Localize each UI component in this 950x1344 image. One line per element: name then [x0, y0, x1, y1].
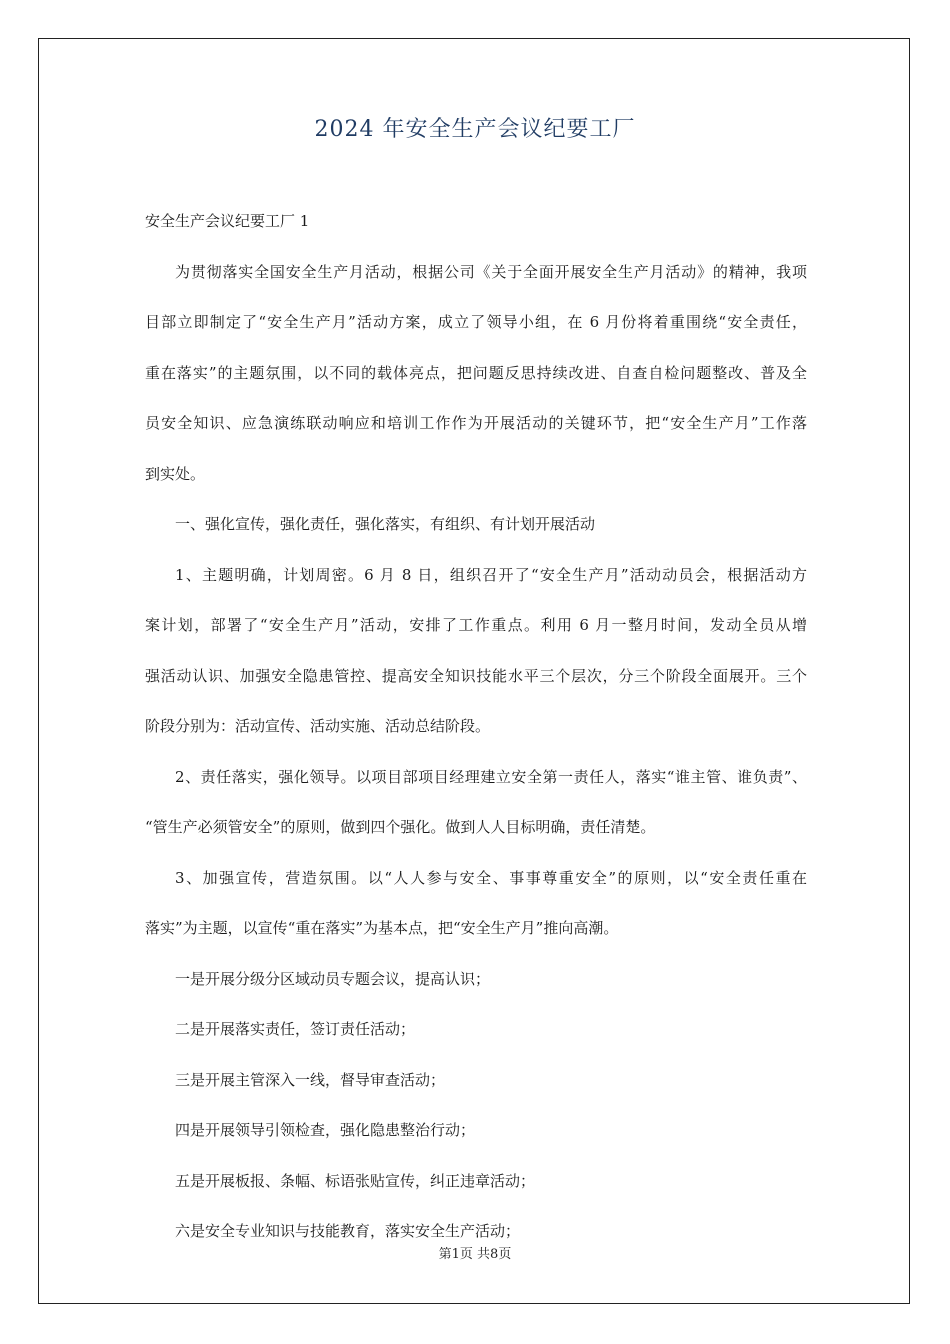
- list-item: 四是开展领导引领检查，强化隐患整治行动；: [175, 1121, 476, 1139]
- document-title: 2024 年安全生产会议纪要工厂: [314, 117, 636, 142]
- paragraph-line: 到实处。: [145, 464, 206, 483]
- paragraph-line: 目部立即制定了“安全生产月”活动方案，成立了领导小组，在 6 月份将着重围绕“安全责任，: [145, 313, 807, 331]
- paragraph-line: 落实”为主题，以宣传“重在落实”为基本点，把“安全生产月”推向高潮。: [145, 919, 619, 937]
- document-body: [145, 196, 807, 1257]
- paragraph-line: 2、责任落实，强化领导。以项目部项目经理建立安全第一责任人，落实“谁主管、谁负责”、: [175, 767, 807, 786]
- paragraph-line: 重在落实”的主题氛围，以不同的载体亮点，把问题反思持续改进、自查自检问题整改、普及全: [145, 363, 807, 382]
- paragraph-line: 员安全知识、应急演练联动响应和培训工作作为开展活动的关键环节，把“安全生产月”工作落: [145, 414, 807, 432]
- page-number: 第1页 共8页: [438, 1247, 512, 1262]
- paragraph-line: 强活动认识、加强安全隐患管控、提高安全知识技能水平三个层次，分三个阶段全面展开。三个: [145, 666, 807, 685]
- subheading: 一、强化宣传，强化责任，强化落实，有组织、有计划开展活动: [175, 515, 596, 533]
- paragraph-line: 1、主题明确，计划周密。6 月 8 日，组织召开了“安全生产月”活动动员会，根据活动方: [175, 565, 807, 584]
- paragraph-line: 为贯彻落实全国安全生产月活动，根据公司《关于全面开展安全生产月活动》的精神，我项: [175, 262, 807, 281]
- list-item: 六是安全专业知识与技能教育，落实安全生产活动；: [175, 1222, 521, 1240]
- paragraph-line: 阶段分别为：活动宣传、活动实施、活动总结阶段。: [145, 717, 491, 735]
- list-item: 二是开展落实责任，签订责任活动；: [175, 1020, 416, 1038]
- section-heading: 安全生产会议纪要工厂 1: [145, 212, 310, 230]
- list-item: 三是开展主管深入一线，督导审查活动；: [175, 1070, 446, 1089]
- paragraph-line: 3、加强宣传，营造氛围。以“人人参与安全、事事尊重安全”的原则，以“安全责任重在: [175, 868, 807, 887]
- paragraph-line: 案计划，部署了“安全生产月”活动，安排了工作重点。利用 6 月一整月时间，发动全员从增: [145, 616, 807, 634]
- paragraph-line: “管生产必须管安全”的原则，做到四个强化。做到人人目标明确，责任清楚。: [145, 818, 656, 836]
- list-item: 五是开展板报、条幅、标语张贴宣传，纠正违章活动；: [175, 1171, 536, 1190]
- list-item: 一是开展分级分区域动员专题会议，提高认识；: [175, 969, 491, 988]
